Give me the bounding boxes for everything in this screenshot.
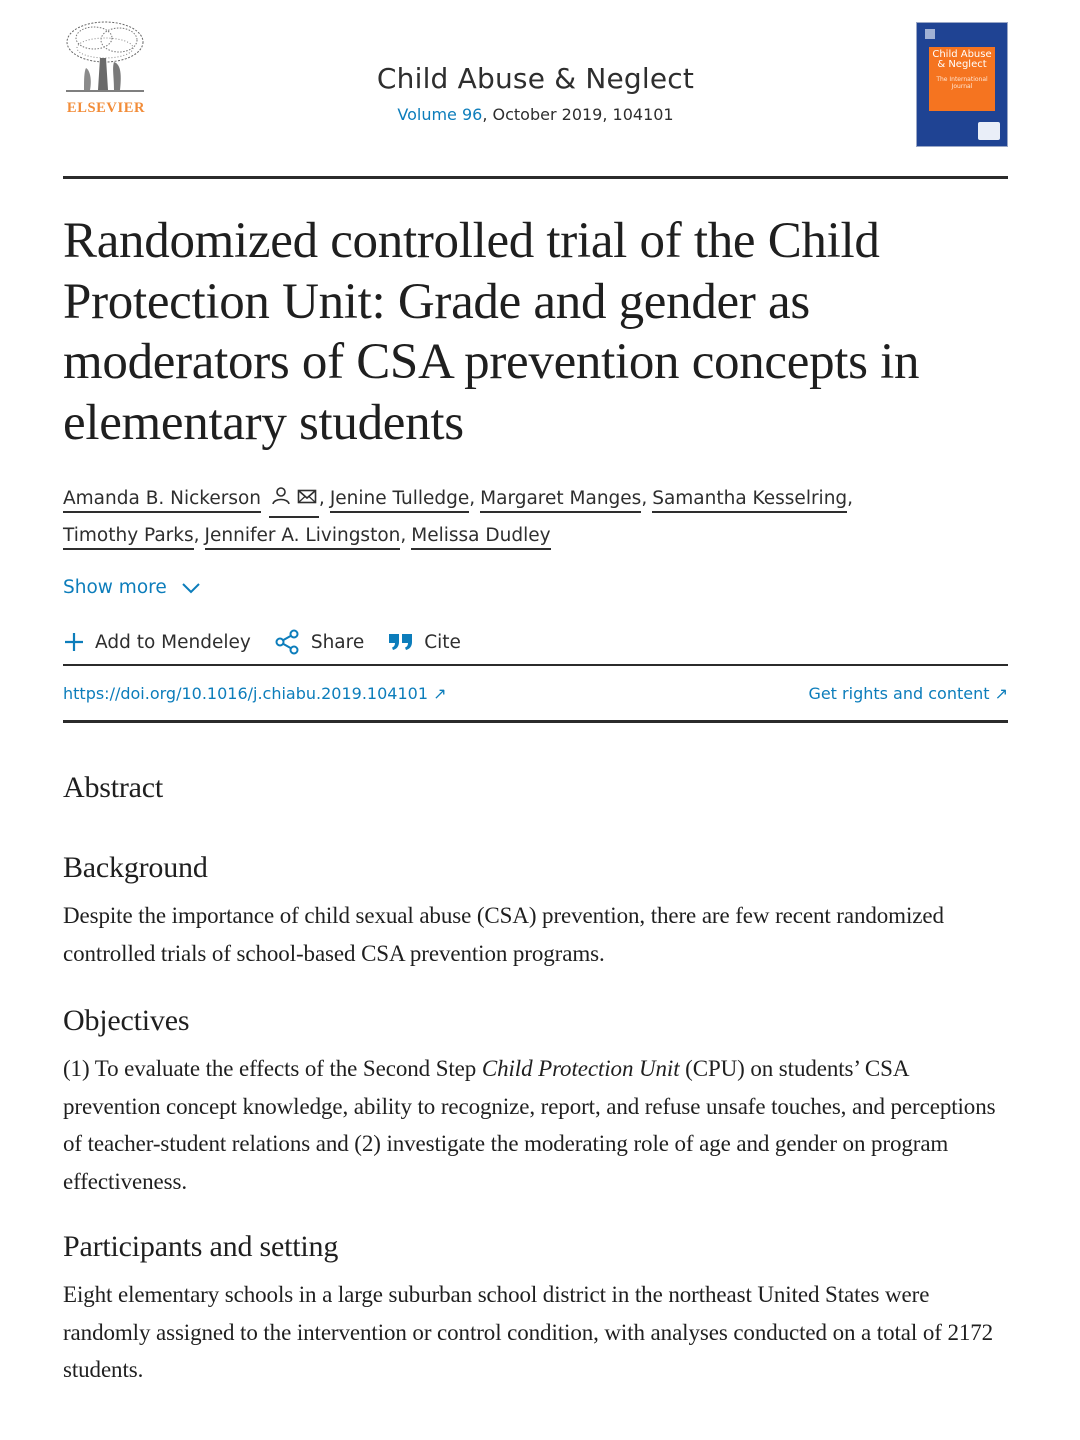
add-to-mendeley-button[interactable]: [63, 631, 251, 653]
doi-link[interactable]: [63, 684, 447, 703]
links-divider: [63, 720, 1008, 723]
abstract-section: [63, 771, 1008, 1389]
abstract-objectives: [63, 1004, 1008, 1200]
journal-header: [63, 0, 1008, 176]
program-name: Child Protection Unit: [481, 1056, 680, 1081]
author-separator: ,: [641, 488, 648, 509]
objectives-text-part: (CPU) on students’ CSA prevention concept knowledge, ability to recognize, report, and refuse unsafe touches, and perceptions of teacher-student relations and (2) investigate the moderating role of age and gender on program effectiveness.: [63, 1056, 996, 1194]
article-page: [63, 0, 1008, 1389]
journal-info: [63, 62, 1008, 124]
author-link[interactable]: Melissa Dudley: [411, 525, 550, 550]
show-more-label: Show more: [63, 577, 167, 598]
abstract-participants: [63, 1230, 1008, 1389]
envelope-icon: [297, 488, 317, 506]
cover-publisher-mark: [925, 29, 935, 39]
cover-subtitle: The International Journal: [936, 76, 988, 90]
share-icon: [275, 629, 301, 655]
author-link[interactable]: Amanda B. Nickerson: [63, 488, 261, 513]
background-text: Despite the importance of child sexual abuse (CSA) prevention, there are few recent randomized controlled trials of school-based CSA prevention programs.: [63, 903, 944, 966]
author-separator: ,: [318, 488, 325, 509]
author-link[interactable]: Margaret Manges: [480, 488, 641, 513]
author-separator: ,: [469, 488, 476, 509]
participants-heading: Participants and setting: [63, 1230, 339, 1263]
author-link[interactable]: Timothy Parks: [63, 525, 194, 550]
cite-label: Cite: [424, 631, 461, 653]
author-link[interactable]: Jennifer A. Livingston: [205, 525, 401, 550]
external-link-icon: ↗: [433, 683, 447, 703]
author-link[interactable]: Samantha Kesselring: [652, 488, 847, 513]
add-to-mendeley-label: Add to Mendeley: [95, 631, 251, 653]
abstract-background: [63, 851, 1008, 972]
volume-link[interactable]: Volume 96: [397, 105, 483, 124]
author-list: [63, 481, 1008, 553]
plus-icon: [63, 631, 85, 653]
person-icon: [271, 486, 291, 506]
share-button[interactable]: [275, 629, 364, 655]
show-more-button[interactable]: [63, 577, 201, 598]
share-label: Share: [310, 631, 365, 653]
author-separator: ,: [400, 525, 407, 546]
publisher-name: ELSEVIER: [66, 100, 146, 116]
article-links: [63, 666, 1008, 720]
article-title: Randomized controlled trial of the Child Protection Unit: Grade and gender as moderators of CSA prevention concepts in elementary students: [63, 213, 920, 451]
cover-title: Child Abuse & Neglect: [932, 49, 992, 70]
objectives-heading: Objectives: [63, 1004, 190, 1037]
issue-info: , October 2019, 104101: [482, 105, 674, 124]
objectives-text: [63, 1050, 1008, 1200]
participants-text: Eight elementary schools in a large suburban school district in the northeast United States were randomly assigned to the intervention or control condition, with analyses conducted on a total of 2172 students.: [63, 1282, 994, 1382]
doi-text: https://doi.org/10.1016/j.chiabu.2019.104101: [63, 683, 428, 703]
journal-title-link[interactable]: Child Abuse & Neglect: [376, 62, 695, 95]
chevron-down-icon: [181, 582, 201, 594]
objectives-text-part: (1) To evaluate the effects of the Second Step: [63, 1056, 482, 1081]
abstract-heading: Abstract: [63, 771, 164, 804]
cover-badge: [978, 122, 1000, 140]
journal-cover-image[interactable]: [916, 22, 1008, 147]
author-link[interactable]: Jenine Tulledge: [330, 488, 469, 513]
rights-text: Get rights and content: [808, 683, 990, 703]
article-actions: [63, 620, 1008, 664]
cite-button[interactable]: [388, 632, 461, 653]
author-separator: ,: [193, 525, 200, 546]
external-link-icon: ↗: [994, 683, 1008, 703]
author-contact-icons[interactable]: [269, 481, 319, 518]
get-rights-link[interactable]: [808, 684, 1008, 703]
quote-icon: [388, 632, 414, 652]
author-separator: ,: [847, 488, 854, 509]
background-heading: Background: [63, 851, 208, 884]
header-divider: [63, 176, 1008, 179]
journal-meta: [63, 105, 1008, 124]
